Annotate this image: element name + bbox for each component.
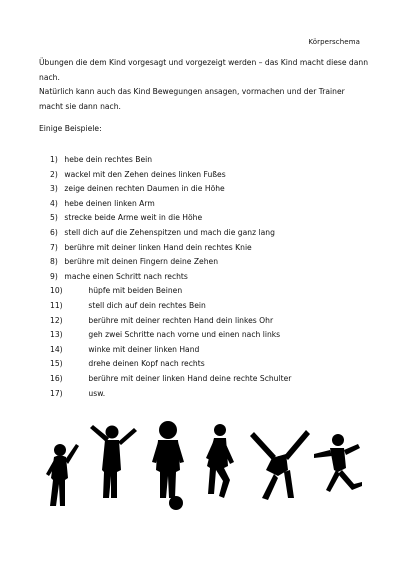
exercise-item — [50, 255, 380, 270]
exercise-number: 14) — [50, 344, 63, 354]
exercise-item — [50, 270, 380, 285]
exercise-item — [50, 387, 380, 402]
exercise-item — [50, 168, 380, 183]
exercise-text: berühre mit deiner linken Hand deine rechte Schulter — [88, 373, 292, 383]
exercise-item — [50, 284, 380, 299]
exercise-text: hebe deinen linken Arm — [64, 198, 155, 208]
exercise-number: 3) — [50, 184, 58, 194]
exercise-number: 1) — [50, 155, 58, 164]
exercise-text: berühre mit deiner linken Hand dein rechtes Knie — [64, 242, 252, 252]
exercise-item — [50, 153, 380, 168]
exercise-number: 15) — [50, 359, 63, 369]
child-jumping-silhouette-icon — [206, 424, 234, 498]
exercise-text: hebe dein rechtes Bein — [64, 155, 153, 164]
exercise-item — [50, 211, 380, 226]
exercise-text: strecke beide Arme weit in die Höhe — [64, 213, 203, 223]
exercise-item — [50, 372, 380, 387]
exercise-item — [50, 314, 380, 329]
exercise-number: 5) — [50, 213, 58, 223]
child-running-silhouette-icon — [314, 434, 362, 492]
exercise-number: 6) — [50, 227, 58, 237]
exercise-text: mache einen Schritt nach rechts — [64, 271, 188, 281]
exercise-text: stell dich auf dein rechtes Bein — [88, 300, 206, 310]
exercise-number: 7) — [50, 242, 58, 252]
exercise-number: 10) — [50, 286, 63, 296]
exercise-item — [50, 182, 380, 197]
page-header-title: Körperschema — [308, 38, 360, 46]
exercise-number: 8) — [50, 257, 58, 267]
exercise-number: 9) — [50, 271, 58, 281]
exercise-number: 17) — [50, 388, 63, 398]
exercise-item — [50, 226, 380, 241]
exercise-number: 4) — [50, 198, 58, 208]
exercise-text: usw. — [88, 388, 106, 398]
exercise-text: geh zwei Schritte nach vorne und einen nach links — [88, 330, 281, 340]
exercise-text: zeige deinen rechten Daumen in die Höhe — [64, 184, 225, 194]
exercise-number: 2) — [50, 169, 58, 179]
exercise-text: hüpfe mit beiden Beinen — [88, 286, 183, 296]
exercise-number: 11) — [50, 300, 63, 310]
exercise-text: berühre mit deiner rechten Hand dein linkes Ohr — [88, 315, 274, 325]
child-with-ball-silhouette-icon — [152, 421, 184, 510]
exercise-item — [50, 299, 380, 314]
examples-heading: Einige Beispiele: — [39, 124, 102, 133]
exercise-text: wackel mit den Zehen deines linken Fußes — [64, 169, 226, 179]
exercise-text: drehe deinen Kopf nach rechts — [88, 359, 205, 369]
exercise-item — [50, 357, 380, 372]
exercise-list — [50, 153, 380, 401]
exercise-number: 12) — [50, 315, 63, 325]
children-silhouettes — [36, 418, 366, 518]
exercise-text: stell dich auf die Zehenspitzen und mach die ganz lang — [64, 227, 275, 237]
exercise-text: berühre mit deinen Fingern deine Zehen — [64, 257, 219, 267]
intro-paragraph-1: Übungen die dem Kind vorgesagt und vorgezeigt werden – das Kind macht diese dann nach. — [39, 58, 369, 82]
exercise-number: 16) — [50, 373, 63, 383]
intro-paragraph-2: Natürlich kann auch das Kind Bewegungen ansagen, vormachen und der Trainer macht sie dann nach. — [39, 87, 345, 111]
exercise-item — [50, 328, 380, 343]
exercise-item — [50, 343, 380, 358]
exercise-item — [50, 197, 380, 212]
exercise-text: winke mit deiner linken Hand — [88, 344, 200, 354]
intro-text — [39, 56, 369, 114]
child-arms-up-silhouette-icon — [90, 425, 137, 498]
exercise-number: 13) — [50, 330, 63, 340]
child-cartwheel-silhouette-icon — [250, 430, 310, 500]
exercise-item — [50, 241, 380, 256]
child-waving-silhouette-icon — [46, 444, 79, 506]
